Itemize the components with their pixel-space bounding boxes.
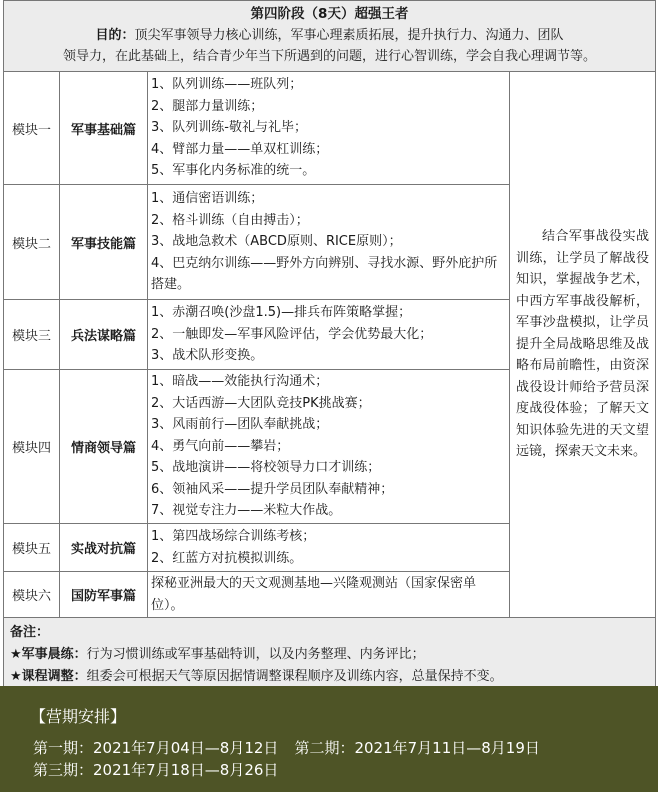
list-item: 3、战地急救术（ABCD原则、RICE原则）； (151, 234, 402, 250)
module-title: 军事技能篇 (60, 185, 148, 300)
module-name: 模块四 (4, 370, 60, 524)
camp-schedule (0, 686, 658, 792)
camp-period-row (33, 737, 540, 759)
note-item (10, 666, 649, 688)
goal-text-1: 顶尖军事领导力核心训练，军事心理素质拓展，提升执行力、沟通力、团队 (134, 28, 564, 43)
module-name: 模块三 (4, 300, 60, 370)
list-item: 1、通信密语训练； (151, 191, 264, 207)
list-item: 5、战地演讲——将校领导力口才训练； (151, 460, 381, 476)
module-name: 模块二 (4, 185, 60, 300)
notes-section (4, 618, 656, 693)
list-item: 3、风雨前行—团队奉献挑战； (151, 417, 329, 433)
list-item: 1、队列训练——班队列； (151, 77, 303, 93)
module-row (4, 72, 656, 185)
list-item: 1、赤潮召唤(沙盘1.5)—排兵布阵策略掌握； (151, 305, 412, 321)
note-label: ★课程调整： (10, 669, 87, 684)
module-title: 兵法谋略篇 (60, 300, 148, 370)
goal-label: 目的： (95, 28, 135, 43)
list-item: 7、视觉专注力——米粒大作战。 (151, 503, 342, 519)
module-items (148, 72, 510, 185)
goal-line-2: 领导力，在此基础上，结合青少年当下所遇到的问题，进行心智训练，学会自我心理调节等。 (63, 49, 597, 64)
camp-period-row (33, 759, 278, 781)
list-item: 1、第四战场综合训练考核； (151, 529, 316, 544)
list-item: 2、大话西游—大团队竞技PK挑战赛； (151, 395, 371, 411)
module-items (148, 300, 510, 370)
goal-line-1 (10, 25, 649, 46)
list-item: 4、勇气向前——攀岩； (151, 438, 290, 454)
camp-period: 第三期：2021年7月18日—8月26日 (33, 761, 279, 779)
list-item: 2、格斗训练（自由搏击）； (151, 212, 309, 228)
camp-period: 第一期：2021年7月04日—8月12日 (33, 739, 279, 757)
curriculum-table (3, 0, 656, 693)
module-items (148, 524, 510, 572)
list-item: 2、一触即发—军事风险评估，学会优势最大化； (151, 326, 433, 342)
side-description-text: 结合军事战役实战训练，让学员了解战役知识，掌握战争艺术，中西方军事战役解析，军事沙盘模拟，让学员提升全局战略思维及战略布局前瞻性，由资深战役设计师给予营员深度战役体验；了解天文知识体验先进的天文望远镜，探索天文未来。 (516, 229, 650, 460)
note-text: 行为习惯训练或军事基础特训，以及内务整理、内务评比； (86, 647, 425, 662)
module-name: 模块六 (4, 572, 60, 618)
note-text: 组委会可根据天气等原因据情调整课程顺序及训练内容，总量保持不变。 (86, 669, 503, 684)
module-items (148, 185, 510, 300)
camp-period: 第二期：2021年7月11日—8月19日 (294, 739, 540, 757)
notes-label: 备注： (10, 625, 50, 640)
list-item: 2、红蓝方对抗模拟训练。 (151, 550, 303, 566)
module-items (148, 370, 510, 524)
side-description (510, 72, 656, 618)
list-item: 2、腿部力量训练； (151, 98, 264, 114)
module-name: 模块五 (4, 524, 60, 572)
stage-header (4, 1, 656, 72)
list-item: 4、巴克纳尔训练——野外方向辨别、寻找水源、野外庇护所搭建。 (151, 255, 498, 293)
module-title: 国防军事篇 (60, 572, 148, 618)
list-item: 3、队列训练-敬礼与礼毕； (151, 120, 307, 136)
list-item: 3、战术队形变换。 (151, 348, 264, 364)
note-item (10, 644, 649, 666)
list-item: 4、臂部力量——单双杠训练； (151, 141, 329, 157)
module-title: 实战对抗篇 (60, 524, 148, 572)
module-name: 模块一 (4, 72, 60, 185)
list-item: 5、军事化内务标准的统一。 (151, 163, 316, 179)
module-title: 军事基础篇 (60, 72, 148, 185)
module-title: 情商领导篇 (60, 370, 148, 524)
list-item: 6、领袖风采——提升学员团队奉献精神； (151, 481, 394, 497)
camp-schedule-title: 【营期安排】 (30, 707, 127, 726)
list-item: 1、暗战——效能执行沟通术； (151, 374, 329, 390)
list-item: 探秘亚洲最大的天文观测基地—兴隆观测站（国家保密单位）。 (151, 576, 477, 613)
module-items (148, 572, 510, 618)
stage-title: 第四阶段（8天）超强王者 (250, 6, 409, 22)
note-label: ★军事晨练： (10, 647, 87, 662)
